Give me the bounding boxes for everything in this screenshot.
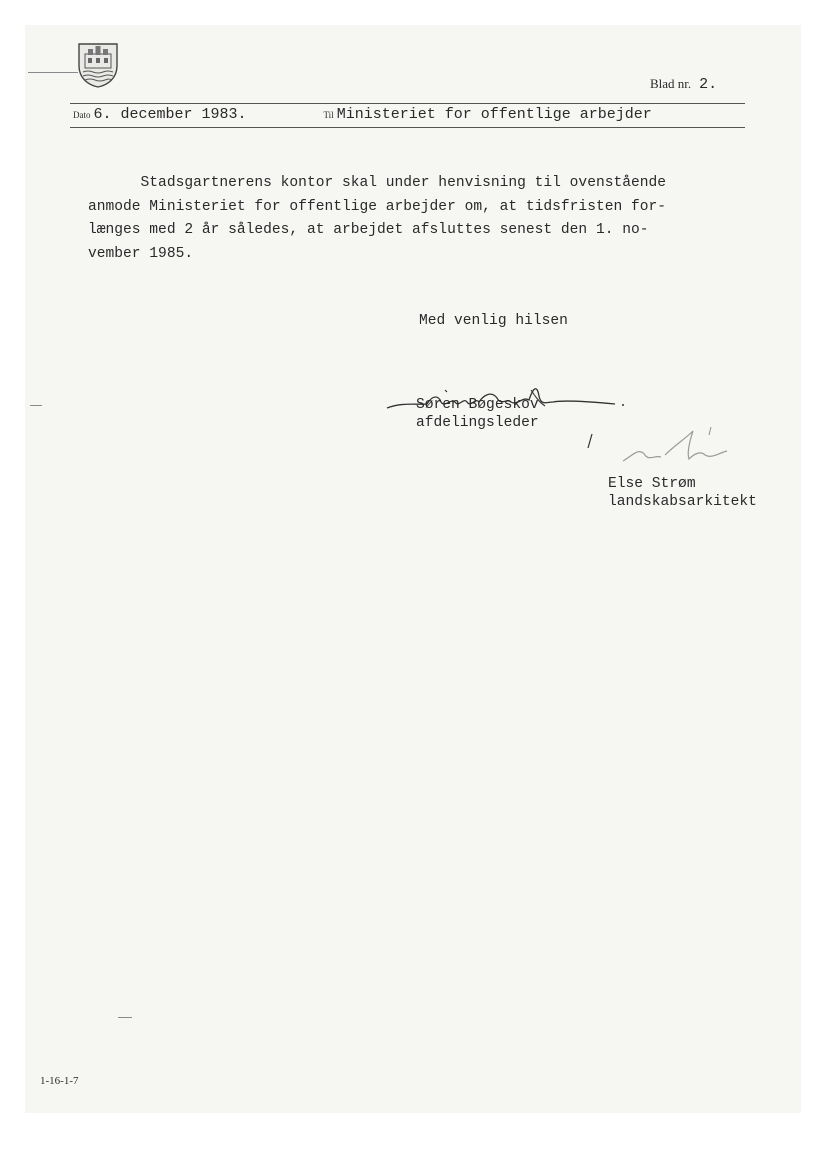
signatory-name: Else Strøm — [608, 476, 696, 492]
body-line: længes med 2 år således, at arbejdet afsluttes senest den 1. no- — [88, 222, 649, 239]
scan-mark — [28, 72, 78, 73]
recipient-value: Ministeriet for offentlige arbejder — [336, 106, 652, 123]
signatory-block-1 — [416, 396, 539, 432]
date-label: Dato — [73, 110, 91, 120]
page-number — [650, 76, 717, 93]
page-number-label: Blad nr. — [650, 76, 692, 91]
handwritten-signature-2 — [615, 425, 740, 467]
signatory-block-2 — [608, 475, 757, 511]
body-line: Stadsgartnerens kontor skal under henvisning til ovenstående — [88, 175, 667, 191]
signatory-name: Søren Bøgeskov — [416, 397, 539, 413]
letter-body — [88, 172, 738, 266]
date-value: 6. december 1983. — [93, 106, 247, 123]
document-reference: 1-16-1-7 — [40, 1075, 79, 1087]
body-line: vember 1985. — [88, 245, 194, 262]
recipient-label: Til — [323, 110, 334, 120]
header-rule-top — [70, 103, 745, 104]
page-number-value: 2. — [699, 76, 718, 93]
header-row — [73, 106, 745, 126]
closing-greeting: Med venlig hilsen — [419, 313, 568, 329]
city-crest-icon — [76, 40, 120, 88]
body-line: anmode Ministeriet for offentlige arbejder om, at tidsfristen for- — [88, 198, 667, 215]
slash-mark — [585, 432, 595, 450]
signatory-title: landskabsarkitekt — [608, 494, 757, 510]
scan-mark — [30, 405, 42, 406]
signatory-title: afdelingsleder — [416, 415, 539, 431]
scan-mark — [118, 1017, 132, 1018]
header-rule-bottom — [70, 127, 745, 128]
